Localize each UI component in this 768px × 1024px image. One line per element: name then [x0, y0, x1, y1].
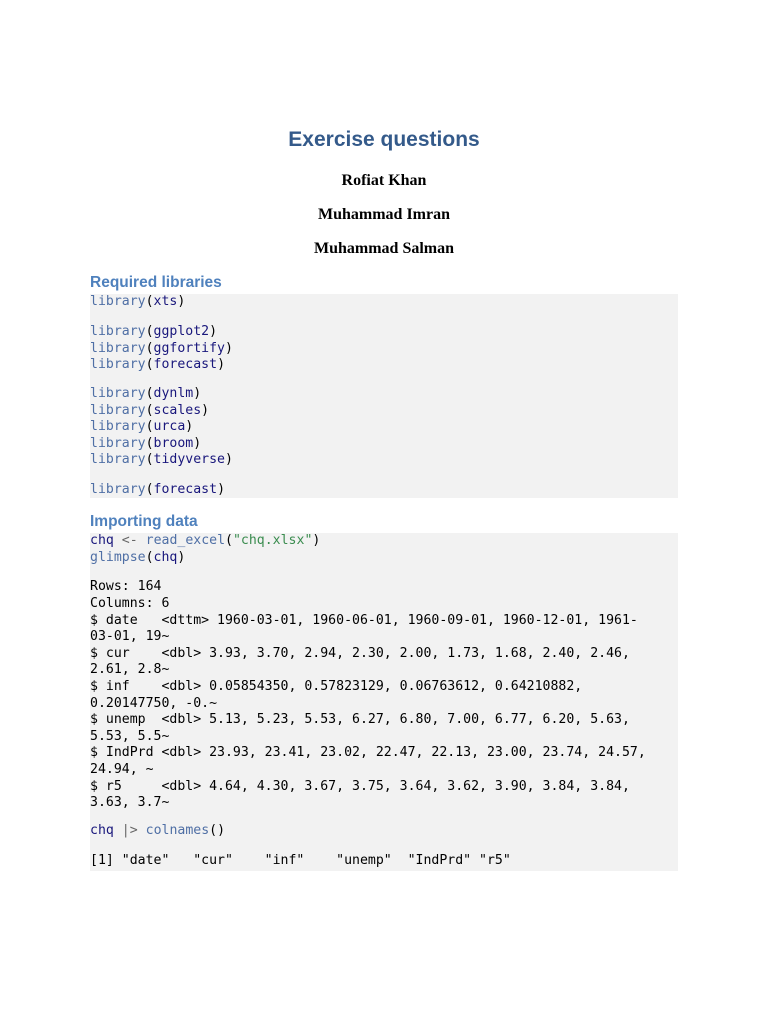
code-line: library(broom)	[90, 435, 202, 451]
code-function: library	[90, 294, 146, 309]
author-2: Muhammad Imran	[317, 206, 450, 223]
code-function: library	[90, 357, 146, 373]
code-line: library(tidyverse)	[90, 452, 233, 468]
output-line: 24.94, ~	[90, 762, 154, 777]
code-line: library(forecast)	[90, 357, 226, 373]
code-line: chq <- read_excel("chq.xlsx")	[90, 533, 321, 548]
output-line: Rows: 164	[90, 579, 162, 595]
code-variable: chq	[90, 533, 114, 548]
section-heading-importing-data: Importing data	[90, 513, 198, 530]
document-title: Exercise questions	[288, 128, 480, 151]
output-line: $ unemp <dbl> 5.13, 5.23, 5.53, 6.27, 6.80, 7.00, 6.77, 6.20, 5.63,	[90, 712, 630, 728]
code-function: library	[90, 340, 146, 356]
code-variable: chq	[90, 823, 114, 838]
output-line: 5.53, 5.5~	[90, 728, 170, 744]
code-line: glimpse(chq)	[90, 549, 186, 565]
author-3: Muhammad Salman	[313, 240, 455, 257]
code-line: library(urca)	[90, 419, 194, 435]
section-heading-required-libraries: Required libraries	[90, 274, 222, 291]
code-function: library	[90, 324, 146, 339]
output-line: [1] "date" "cur" "inf" "unemp" "IndPrd" "r5"	[90, 853, 511, 868]
output-line: 0.20147750, -0.~	[90, 695, 218, 711]
code-line: library(dynlm)	[90, 386, 202, 401]
code-argument: ggfortify	[153, 340, 225, 356]
output-line: $ inf <dbl> 0.05854350, 0.57823129, 0.06763612, 0.64210882,	[90, 679, 583, 694]
code-function: library	[90, 419, 146, 435]
code-string: "chq.xlsx"	[232, 533, 313, 548]
code-operator: <-	[121, 533, 138, 548]
output-line: 2.61, 2.8~	[90, 662, 170, 678]
code-argument: forecast	[153, 357, 218, 373]
code-operator: |>	[121, 823, 138, 838]
author-1: Rofiat Khan	[341, 172, 427, 189]
code-line: library(ggplot2)	[90, 324, 218, 339]
code-argument: forecast	[153, 482, 218, 497]
code-argument: ggplot2	[153, 324, 210, 339]
code-block-importing	[90, 533, 678, 871]
code-argument: broom	[153, 435, 194, 451]
code-argument: xts	[153, 294, 178, 309]
output-line: 03-01, 19~	[90, 629, 170, 645]
code-line: library(scales)	[90, 402, 210, 418]
code-line: library(ggfortify)	[90, 340, 233, 356]
code-line: library(xts)	[90, 294, 186, 309]
output-line: $ date <dttm> 1960-03-01, 1960-06-01, 1960-09-01, 1960-12-01, 1961-	[90, 612, 638, 628]
code-function: library	[90, 402, 146, 418]
output-line: 3.63, 3.7~	[90, 795, 170, 811]
code-line: chq |> colnames()	[90, 823, 226, 838]
code-argument: chq	[153, 549, 178, 565]
code-function: library	[90, 452, 146, 468]
output-line: Columns: 6	[90, 596, 170, 611]
code-line: library(forecast)	[90, 482, 226, 497]
code-argument: scales	[153, 402, 202, 418]
output-line: $ cur <dbl> 3.93, 3.70, 2.94, 2.30, 2.00, 1.73, 1.68, 2.40, 2.46,	[90, 645, 630, 661]
code-function: colnames	[145, 823, 210, 838]
code-function: library	[90, 386, 146, 401]
code-function: glimpse	[90, 549, 146, 565]
code-function: library	[90, 435, 146, 451]
code-function: library	[90, 482, 146, 497]
output-line: $ r5 <dbl> 4.64, 4.30, 3.67, 3.75, 3.64, 3.62, 3.90, 3.84, 3.84,	[90, 778, 630, 794]
output-line: $ IndPrd <dbl> 23.93, 23.41, 23.02, 22.47, 22.13, 23.00, 23.74, 24.57,	[90, 745, 646, 761]
code-function: read_excel	[145, 533, 226, 548]
code-argument: dynlm	[153, 386, 194, 401]
code-argument: urca	[153, 419, 186, 435]
code-argument: tidyverse	[153, 452, 225, 468]
code-block-libraries	[90, 294, 678, 498]
